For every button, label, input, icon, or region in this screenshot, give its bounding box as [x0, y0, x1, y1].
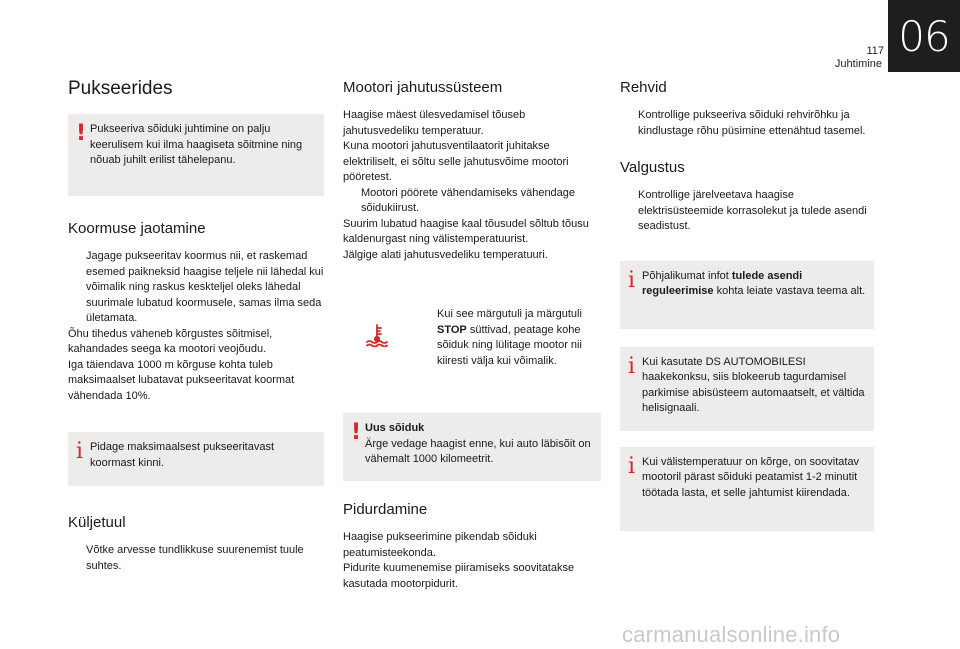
info-text-towbar: Kui kasutate DS AUTOMOBILESI haakekonksu, siis blokeerub tagurdamisel parkimise abisüsteem automaatselt, et vältida helisignaali.: [642, 355, 865, 414]
section-heading-wind: Küljetuul: [68, 514, 126, 531]
info-box-load: [68, 432, 324, 486]
wind-bullet-text: Võtke arvesse tundlikkuse suurenemist tuule suhtes.: [86, 544, 304, 572]
load-bullet-text: Jagage pukseeritav koormus nii, et raskemad esemed paikneksid haagise teljele nii lähedal kui võimalik ning raskus keskteljel oleks lähedal suurimale lubatud koormusele, samas ilma seda ületamata.: [86, 250, 324, 324]
engine-warning-post: süttivad, peatage kohe sõiduk ning lülitage mootor nii kiiresti välja kui võimalik.: [437, 323, 582, 367]
engine-warning-bullet: [419, 307, 593, 369]
lights-bullet: [620, 188, 874, 235]
load-bullet: [68, 249, 324, 327]
cooling-paragraph-2: Kuna mootori jahutusventilaatorit juhitakse elektriliselt, ei sõltu selle jahutusvõime mootori pööretest.: [343, 140, 569, 183]
brakes-paragraph-1: Haagise pukseerimine pikendab sõiduki peatumisteekonda.: [343, 531, 537, 559]
engine-warning-pre: Kui see märgutuli ja märgutuli: [437, 308, 582, 320]
info-text-load: Pidage maksimaalsest pukseeritavast koormast kinni.: [90, 441, 275, 469]
section-heading-cooling: Mootori jahutussüsteem: [343, 79, 503, 96]
cooling-bullet: [343, 186, 601, 217]
info-text-temperature: Kui välistemperatuur on kõrge, on soovitatav mootoril pärast sõiduki peatamist 1-2 minutit töötada lasta, et selle jahtumist kiirendada.: [642, 455, 860, 499]
new-car-text: Ärge vedage haagist enne, kui auto läbisõit on vähemalt 1000 kilomeetrit.: [365, 437, 591, 465]
section-heading-lights: Valgustus: [620, 159, 685, 176]
info-box-towbar: [620, 347, 874, 431]
load-paragraph-2: Iga täiendava 1000 m kõrguse kohta tuleb maksimaalset lubatavat pukseeritavat koormat vähendada 10%.: [68, 358, 295, 402]
brakes-paragraph-2: Pidurite kuumenemise piiramiseks soovitatakse kasutada mootorpidurit.: [343, 562, 575, 590]
wind-bullet: [68, 543, 324, 574]
cooling-paragraph-4: Jälgige alati jahutusvedeliku temperatuuri.: [343, 248, 548, 261]
warning-box-new-car: [343, 413, 601, 481]
info-icon: i: [628, 267, 636, 293]
column-cooling: [343, 76, 601, 592]
info-text-headlamp: [642, 269, 866, 300]
page-title: Pukseerides: [68, 78, 173, 99]
info-icon: i: [76, 439, 84, 464]
page-number: 117: [866, 45, 884, 57]
cooling-paragraph-3: Suurim lubatud haagise kaal tõusudel sõltub tõusu kaldenurgast ning välistemperatuurist.: [343, 217, 589, 245]
coolant-temperature-icon: [365, 323, 389, 347]
warning-text: Pukseeriva sõiduki juhtimine on palju keerulisem kui ilma haagiseta sõitmine ning nõuab juhilt erilist tähelepanu.: [90, 123, 303, 166]
warning-icon: !: [76, 121, 87, 146]
column-towing: [68, 76, 324, 574]
watermark: carmanualsonline.info: [622, 622, 841, 647]
info-headlamp-post: kohta leiate vastava teema alt.: [713, 285, 866, 297]
tyres-bullet-text: Kontrollige pukseeriva sõiduki rehvirõhku ja kindlustage rõhu püsimine ettenähtud tasemel.: [638, 109, 866, 137]
load-paragraph-1: Õhu tihedus väheneb kõrgustes sõitmisel, kahandades seega ka mootori veojõudu.: [68, 327, 273, 355]
chapter-number-tab: 06: [888, 0, 960, 72]
stop-label: STOP: [437, 323, 467, 336]
info-icon: i: [628, 353, 636, 379]
new-car-title: Uus sõiduk: [365, 422, 425, 434]
lights-bullet-text: Kontrollige järelveetava haagise elektrisüsteemide korrasolekut ja tulede asendi seadistust.: [638, 189, 867, 232]
cooling-bullet-text: Mootori pöörete vähendamiseks vähendage sõidukiirust.: [361, 186, 576, 214]
info-box-temperature: [620, 447, 874, 531]
warning-icon: !: [351, 420, 362, 445]
section-heading-load: Koormuse jaotamine: [68, 220, 206, 237]
section-heading-tyres: Rehvid: [620, 79, 667, 96]
info-headlamp-pre: Põhjalikumat infot: [642, 269, 732, 282]
cooling-paragraph-1: Haagise mäest ülesvedamisel tõuseb jahutusvedeliku temperatuur.: [343, 109, 526, 137]
section-heading-brakes: Pidurdamine: [343, 501, 428, 518]
info-headlamp-bold: tulede asendi reguleerimise: [642, 269, 803, 297]
chapter-title: Juhtimine: [834, 58, 882, 70]
column-tyres-lights: [620, 76, 874, 531]
info-icon: i: [628, 453, 636, 479]
warning-box-towing: [68, 114, 324, 196]
tyres-bullet: [620, 108, 874, 139]
info-box-headlamp: [620, 261, 874, 329]
engine-temperature-warning: [343, 297, 601, 393]
